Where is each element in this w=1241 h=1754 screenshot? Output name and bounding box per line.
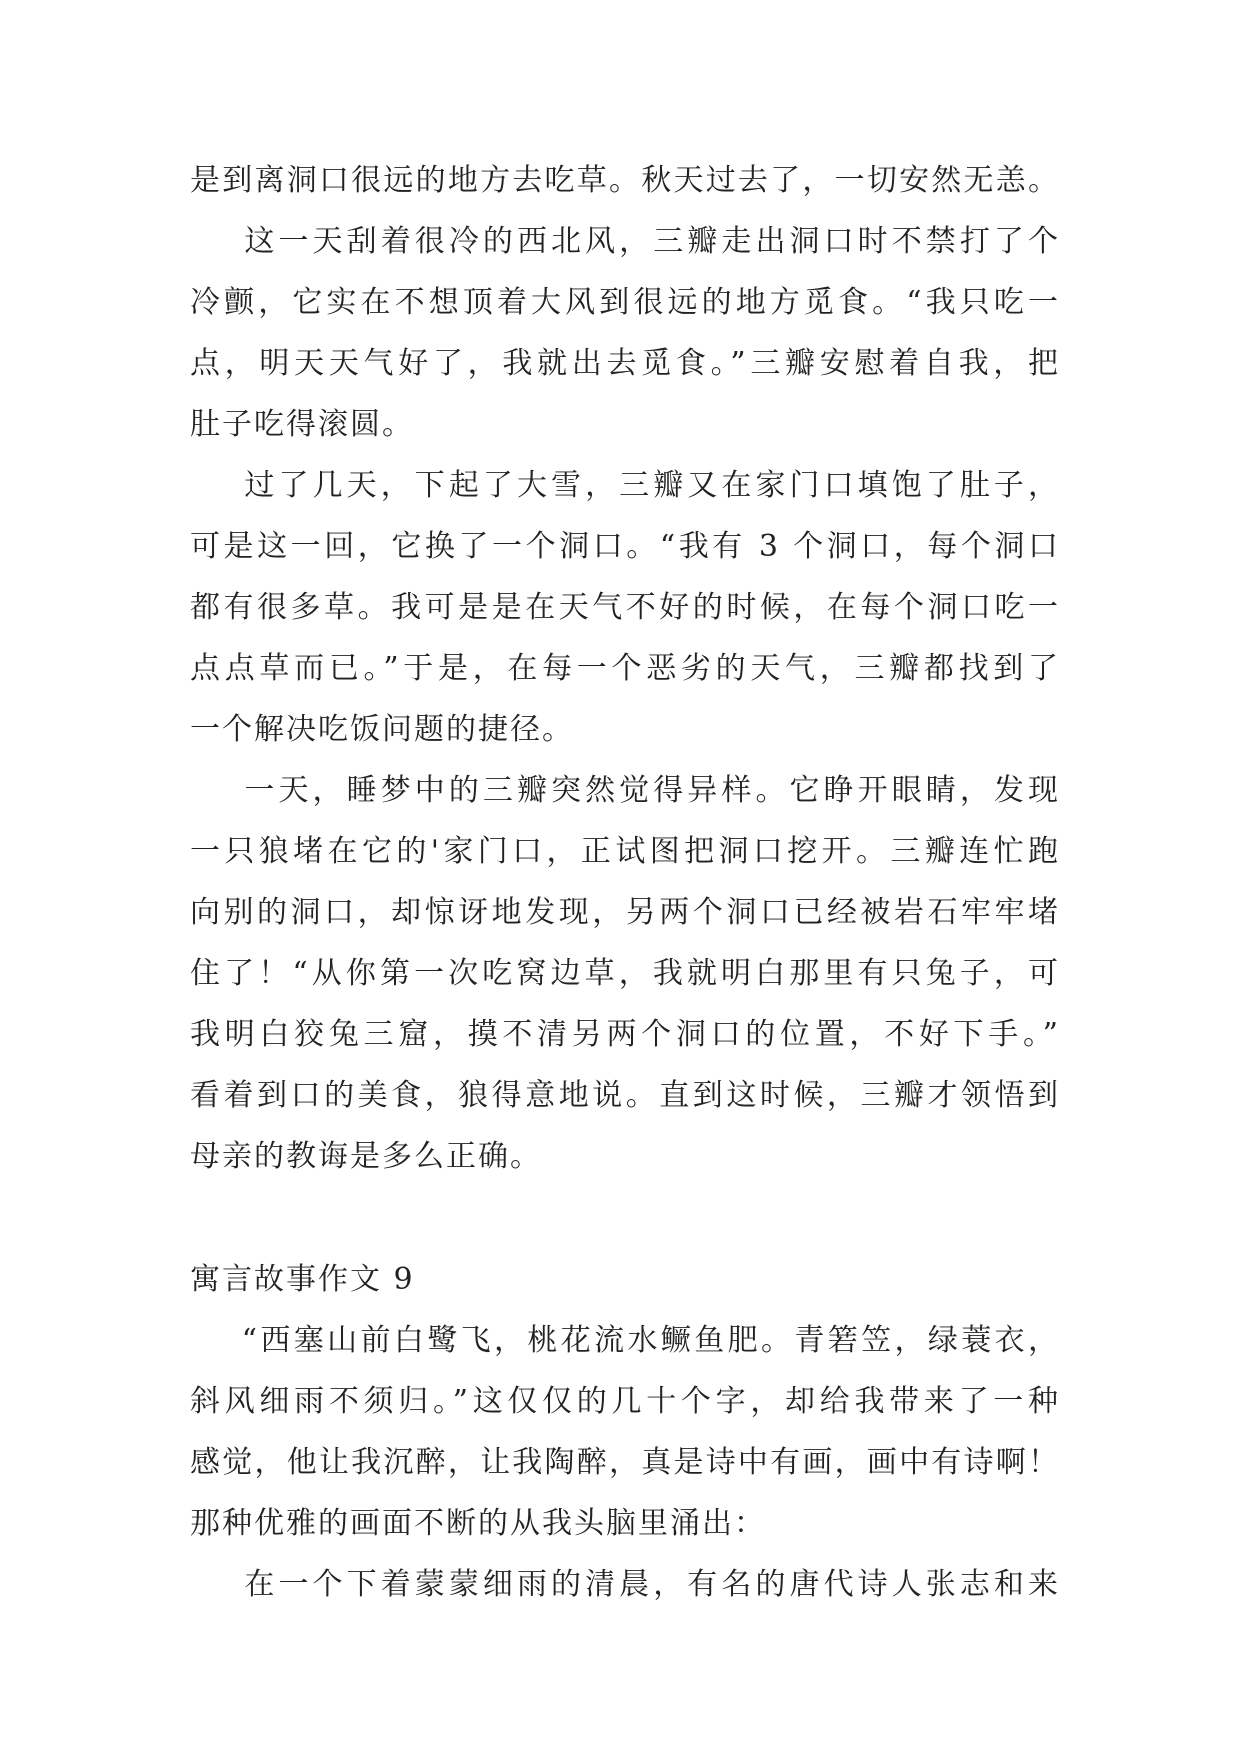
text-line: 在一个下着蒙蒙细雨的清晨，有名的唐代诗人张志和来 <box>190 1567 1060 1602</box>
text-line: 肚子吃得滚圆。 <box>190 407 414 442</box>
document-page <box>190 150 1060 1615</box>
text-line: 都有很多草。我可是是在天气不好的时候，在每个洞口吃一 <box>190 590 1060 625</box>
text-line: 一只狼堵在它的'家门口，正试图把洞口挖开。三瓣连忙跑 <box>190 834 1060 869</box>
text-line: 点点草而已。”于是，在每一个恶劣的天气，三瓣都找到了 <box>190 651 1060 686</box>
text-line: 是到离洞口很远的地方去吃草。秋天过去了，一切安然无恙。 <box>190 163 1060 198</box>
text-line: “西塞山前白鹭飞，桃花流水鳜鱼肥。青箬笠，绿蓑衣， <box>190 1323 1060 1358</box>
text-line: 住了！“从你第一次吃窝边草，我就明白那里有只兔子，可 <box>190 956 1060 991</box>
text-line: 过了几天，下起了大雪，三瓣又在家门口填饱了肚子， <box>190 468 1060 503</box>
text-line: 一个解决吃饭问题的捷径。 <box>190 712 574 747</box>
text-line: 斜风细雨不须归。”这仅仅的几十个字，却给我带来了一种 <box>190 1384 1060 1419</box>
text-line: 母亲的教诲是多么正确。 <box>190 1139 542 1174</box>
section-gap <box>190 1187 1060 1249</box>
text-line: 一天，睡梦中的三瓣突然觉得异样。它睁开眼睛，发现 <box>190 773 1060 808</box>
text-line: 看着到口的美食，狼得意地说。直到这时候，三瓣才领悟到 <box>190 1078 1060 1113</box>
text-line: 冷颤，它实在不想顶着大风到很远的地方觅食。“我只吃一 <box>190 285 1060 320</box>
text-line: 感觉，他让我沉醉，让我陶醉，真是诗中有画，画中有诗啊！ <box>190 1445 1060 1480</box>
text-line: 我明白狡兔三窟，摸不清另两个洞口的位置，不好下手。” <box>190 1017 1060 1052</box>
text-line: 向别的洞口，却惊讶地发现，另两个洞口已经被岩石牢牢堵 <box>190 895 1060 930</box>
text-line: 点，明天天气好了，我就出去觅食。”三瓣安慰着自我，把 <box>190 346 1060 381</box>
text-line: 可是这一回，它换了一个洞口。“我有 3 个洞口，每个洞口 <box>190 529 1060 564</box>
text-line: 那种优雅的画面不断的从我头脑里涌出： <box>190 1506 766 1541</box>
section-heading: 寓言故事作文 9 <box>190 1262 415 1297</box>
text-line: 这一天刮着很冷的西北风，三瓣走出洞口时不禁打了个 <box>190 224 1060 259</box>
